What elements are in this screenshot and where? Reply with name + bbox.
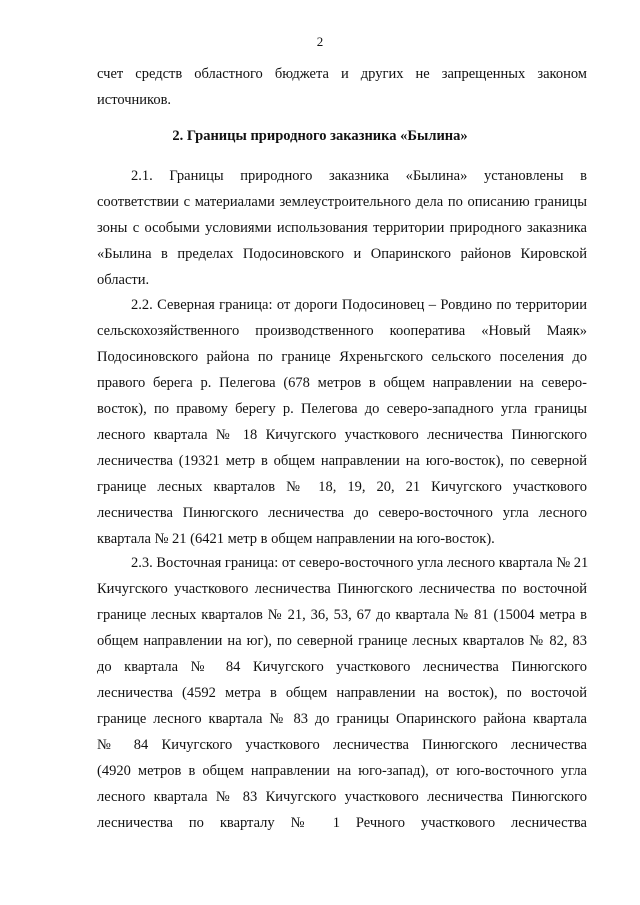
text-line: восток), по правому берегу р. Пелегова до северо-западного угла границы (97, 401, 587, 417)
text-line: лесного квартала № 83 Кичугского участкового лесничества Пинюгского (97, 789, 587, 805)
text-line: квартала № 21 (6421 метр в общем направлении на юго-восток). (97, 531, 495, 547)
section-heading: 2. Границы природного заказника «Былина» (172, 128, 468, 144)
text-line: границе лесных кварталов № 18, 19, 20, 21 Кичугского участкового (97, 479, 587, 495)
text-line: границе лесного квартала № 83 до границы Опаринского района квартала (97, 711, 587, 727)
text-line: сельскохозяйственного производственного кооператива «Новый Маяк» (97, 323, 587, 339)
text-line: лесничества (19321 метр в общем направлении на юго-восток), по северной (97, 453, 587, 469)
text-line: лесничества (4592 метра в общем направлении на восток), по восточой (97, 685, 587, 701)
text-line: (4920 метров в общем направлении на юго-запад), от юго-восточного угла (97, 763, 587, 779)
text-line: лесничества по кварталу № 1 Речного участкового лесничества (97, 815, 587, 831)
text-line: зоны с особыми условиями использования территории природного заказника (97, 220, 587, 236)
text-line: лесничества Пинюгского лесничества до северо-восточного угла лесного (97, 505, 587, 521)
text-line: Кичугского участкового лесничества Пинюгского лесничества по восточной (97, 581, 587, 597)
text-line: «Былина в пределах Подосиновского и Опаринского районов Кировской (97, 246, 587, 262)
text-line: области. (97, 272, 150, 288)
text-line: № 84 Кичугского участкового лесничества Пинюгского лесничества (97, 737, 587, 753)
text-line: до квартала № 84 Кичугского участкового лесничества Пинюгского (97, 659, 587, 675)
text-line: 2.1. Границы природного заказника «Былина» установлены в (131, 168, 587, 184)
text-line: источников. (97, 92, 172, 108)
text-line: границе лесных кварталов № 21, 36, 53, 67 до квартала № 81 (15004 метра в (97, 607, 587, 623)
page-number: 2 (316, 34, 324, 49)
text-line: 2.2. Северная граница: от дороги Подосиновец – Ровдино по территории (131, 297, 587, 313)
text-line: общем направлении на юг), по северной границе лесных кварталов № 82, 83 (97, 633, 587, 649)
text-line: лесного квартала № 18 Кичугского участкового лесничества Пинюгского (97, 427, 587, 443)
text-line: счет средств областного бюджета и других не запрещенных законом (97, 66, 587, 82)
text-line: 2.3. Восточная граница: от северо-восточного угла лесного квартала № 21 (131, 555, 589, 571)
text-line: правого берега р. Пелегова (678 метров в общем направлении на северо- (97, 375, 587, 391)
text-line: Подосиновского района по границе Яхреньгского сельского поселения до (97, 349, 587, 365)
text-line: соответствии с материалами землеустроительного дела по описанию границы (97, 194, 587, 210)
